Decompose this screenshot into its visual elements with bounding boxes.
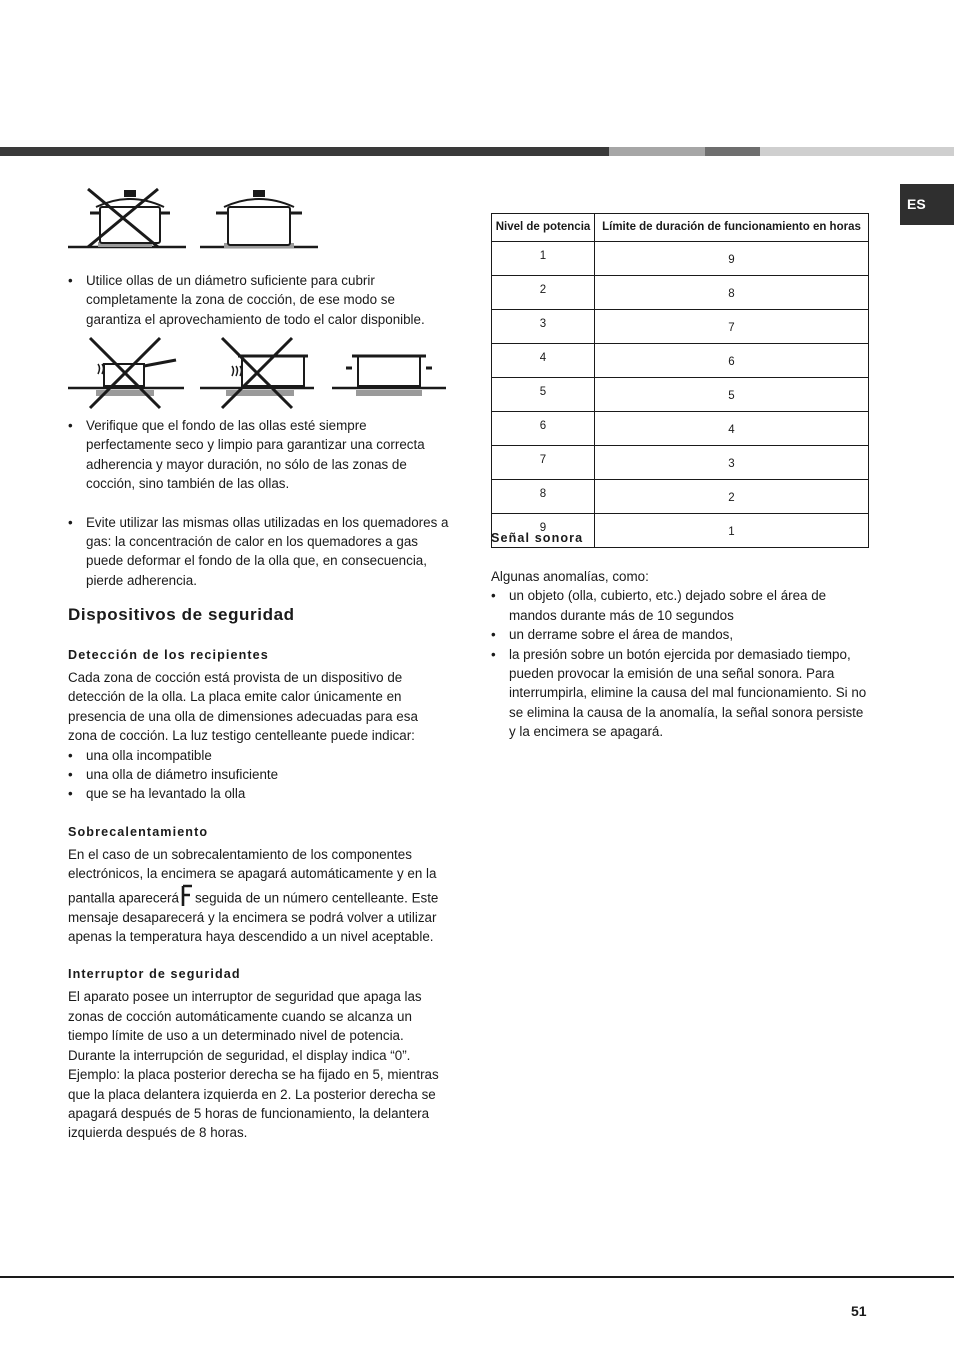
table-row	[492, 242, 869, 276]
header-power-level: Nivel de potencia	[492, 214, 595, 242]
duration-cell: 7	[595, 310, 869, 344]
power-level-cell: 4	[492, 344, 595, 378]
safety-switch-example: Ejemplo: la placa posterior derecha se ha fijado en 5, mientras que la placa delantera izquierda en 2. La posterior derecha se apagará después de 5 horas de funcionamiento, la delantera izquierda después de 8 horas.	[68, 1067, 439, 1141]
footer-rule	[0, 1276, 954, 1278]
table-row	[492, 378, 869, 412]
power-level-cell: 9	[492, 514, 595, 548]
deformed-pot-wrong-icon	[200, 338, 314, 408]
power-level-cell: 2	[492, 276, 595, 310]
duration-cell: 1	[595, 514, 869, 548]
detection-item: • una olla de diámetro insuficiente	[68, 765, 446, 784]
safety-section	[68, 604, 446, 1143]
correct-pot-icon	[200, 191, 318, 248]
top-bar-dark-segment	[0, 147, 609, 156]
power-level-cell: 3	[492, 310, 595, 344]
pot-care-bullets	[68, 416, 450, 590]
detection-list	[68, 746, 446, 804]
signal-heading: Señal sonora	[491, 531, 584, 545]
page-number: 51	[851, 1303, 867, 1319]
top-bar-light-segment	[760, 147, 954, 156]
pot-bottom-illustration	[66, 334, 448, 412]
overheat-text-after: seguida de un número centelleante. Este mensaje desaparecerá y la encimera se podrá volver a utilizar apenas la temperatura haya descendido a un nivel aceptable.	[68, 890, 439, 945]
duration-cell: 8	[595, 276, 869, 310]
signal-item: • un objeto (olla, cubierto, etc.) dejado sobre el área de mandos durante más de 10 segundos	[491, 586, 873, 625]
duration-cell: 6	[595, 344, 869, 378]
correct-pot-flat-icon	[332, 356, 446, 396]
table-row	[492, 412, 869, 446]
table-row	[492, 446, 869, 480]
duration-cell: 9	[595, 242, 869, 276]
detection-heading: Detección de los recipientes	[68, 648, 269, 662]
power-level-cell: 7	[492, 446, 595, 480]
top-bar-mid-segment	[609, 147, 705, 156]
bullet-dry-bottom: • Verifique que el fondo de las ollas esté siempre perfectamente seco y limpio para garantizar una correcta adherencia y mayor duración, no sólo de las zonas de cocción, sino también de las ollas.	[68, 416, 450, 494]
duration-cell: 3	[595, 446, 869, 480]
header-duration-limit: Límite de duración de funcionamiento en horas	[595, 214, 869, 242]
intro-bullets	[68, 271, 448, 329]
safety-switch-text: El aparato posee un interruptor de seguridad que apaga las zonas de cocción automáticamente cuando se alcanza un tiempo límite de uso a un determinado nivel de potencia. Durante la interrupción de seguridad, el display indica “0”.	[68, 989, 422, 1063]
power-level-cell: 8	[492, 480, 595, 514]
table-row	[492, 480, 869, 514]
overheat-heading: Sobrecalentamiento	[68, 824, 209, 839]
overheat-text	[68, 845, 446, 947]
display-f-icon	[181, 884, 193, 908]
signal-intro: Algunas anomalías, como:	[491, 569, 649, 584]
pan-wrong-icon	[68, 338, 184, 408]
small-pot-wrong-icon	[68, 189, 186, 247]
signal-list	[491, 586, 873, 741]
duration-cell: 4	[595, 412, 869, 446]
signal-item: • la presión sobre un botón ejercida por demasiado tiempo, pueden provocar la emisión de una señal sonora. Para interrumpirla, elimine la causa del mal funcionamiento. Si no se elimina la causa de la anomalía, la señal sonora persiste y la encimera se apagará.	[491, 645, 873, 742]
signal-item: • un derrame sobre el área de mandos,	[491, 625, 873, 644]
top-bar-dark2-segment	[705, 147, 760, 156]
detection-item: • una olla incompatible	[68, 746, 446, 765]
detection-item: • que se ha levantado la olla	[68, 784, 446, 803]
bullet-pot-diameter: • Utilice ollas de un diámetro suficiente para cubrir completamente la zona de cocción, de ese modo se garantiza el aprovechamiento de todo el calor disponible.	[68, 271, 448, 329]
safety-switch-heading: Interruptor de seguridad	[68, 967, 241, 982]
pot-size-illustration	[66, 183, 326, 258]
top-color-bar	[0, 147, 954, 156]
bullet-gas-pots: • Evite utilizar las mismas ollas utilizadas en los quemadores a gas: la concentración de calor en los quemadores a gas puede deformar el fondo de la olla que, en consecuencia, pierde adherencia.	[68, 513, 450, 591]
table-header-row	[492, 214, 869, 242]
duration-cell: 5	[595, 378, 869, 412]
section-title: Dispositivos de seguridad	[68, 605, 295, 624]
detection-text: Cada zona de cocción está provista de un dispositivo de detección de la olla. La placa emite calor únicamente en presencia de una olla de dimensiones adecuadas para esa zona de cocción. La luz testigo centelleante puede indicar:	[68, 670, 418, 744]
table-row	[492, 310, 869, 344]
table-row	[492, 276, 869, 310]
power-level-cell: 5	[492, 378, 595, 412]
language-tab: ES	[900, 184, 954, 225]
power-duration-table	[491, 213, 869, 548]
overheat-text-before: En el caso de un sobrecalentamiento de los componentes electrónicos, la encimera se apagará automáticamente y en la pantalla aparecerá	[68, 846, 437, 906]
table-row	[492, 344, 869, 378]
power-level-cell: 6	[492, 412, 595, 446]
power-level-cell: 1	[492, 242, 595, 276]
duration-cell: 2	[595, 480, 869, 514]
signal-section	[491, 529, 873, 742]
